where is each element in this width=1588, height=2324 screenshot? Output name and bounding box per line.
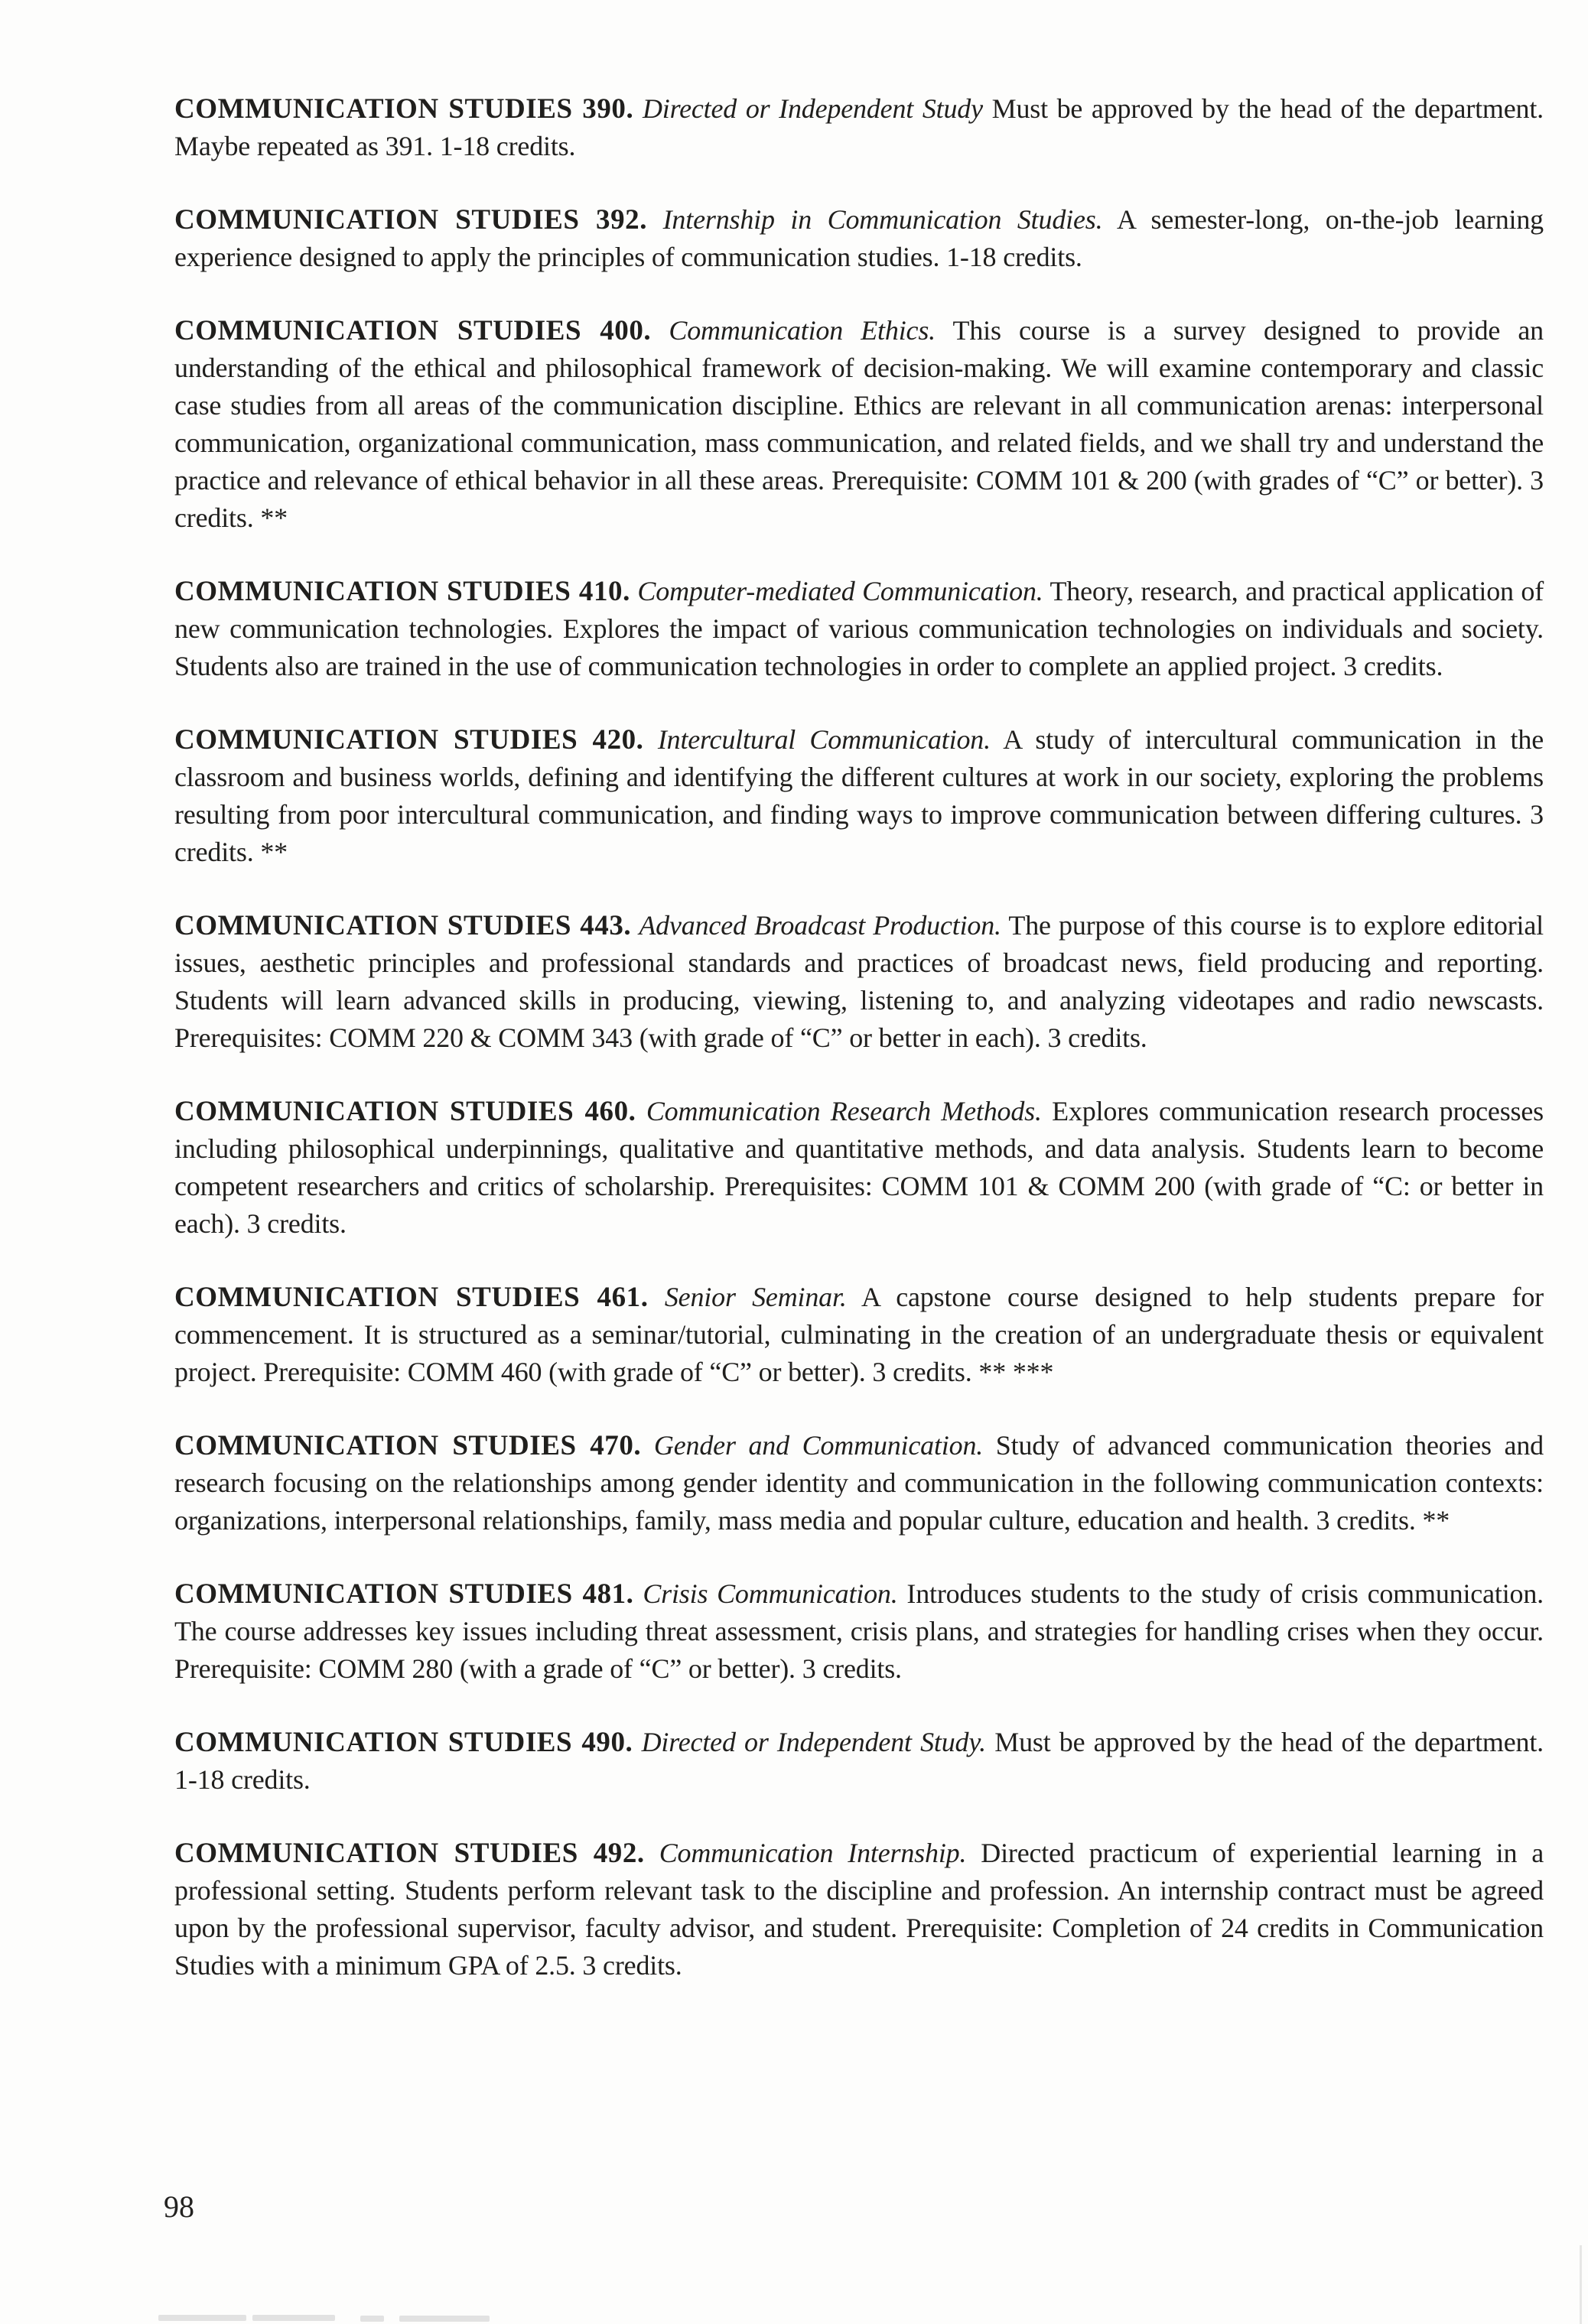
course-title: Senior Seminar. [664, 1282, 847, 1312]
course-heading: COMMUNICATION STUDIES 460. [174, 1096, 636, 1127]
course-description: Theory, research, and practical application of new communication technologies. Explores the impact of various communication technologies on individuals and society. Students also are trained in the use of communication technologies in order to complete an applied project. 3 credits. [174, 576, 1544, 681]
course-entry-392 [174, 201, 1544, 276]
course-entry-410 [174, 573, 1544, 685]
scan-artifact [399, 2316, 490, 2322]
course-entry-390 [174, 90, 1544, 165]
course-description: Study of advanced communication theories and research focusing on the relationships among gender identity and communication in the following communication contexts: organizations, interpersonal relationships, family, mass media and popular culture, education and health. 3 credits. ** [174, 1430, 1544, 1536]
course-title: Directed or Independent Study [642, 93, 983, 124]
course-title: Communication Research Methods. [646, 1096, 1042, 1126]
course-entry-490 [174, 1724, 1544, 1799]
page-number: 98 [164, 2189, 194, 2224]
course-description: Must be approved by the head of the department. 1-18 credits. [174, 1727, 1544, 1795]
course-description: Explores communication research processes including philosophical underpinnings, qualitative and quantitative methods, and data analysis. Students learn to become competent researchers and critics of scholarship. Prerequisites: COMM 101 & COMM 200 (with grade of “C: or better in each). 3 credits. [174, 1096, 1544, 1239]
course-description: The purpose of this course is to explore editorial issues, aesthetic principles and professional standards and practices of broadcast news, field producing and reporting. Students will learn advanced skills in producing, viewing, listening to, and analyzing videotapes and radio newscasts. Prerequisites: COMM 220 & COMM 343 (with grade of “C” or better in each). 3 credits. [174, 910, 1544, 1053]
course-entry-470 [174, 1427, 1544, 1539]
scan-edge-artifact [1580, 2245, 1582, 2324]
course-heading: COMMUNICATION STUDIES 443. [174, 910, 632, 941]
course-entry-420 [174, 721, 1544, 871]
course-description: Introduces students to the study of crisis communication. The course addresses key issues including threat assessment, crisis plans, and strategies for handling crises when they occur. Prerequisite: COMM 280 (with a grade of “C” or better). 3 credits. [174, 1578, 1544, 1684]
course-description: Directed practicum of experiential learning in a professional setting. Students perform relevant task to the discipline and profession. An internship contract must be agreed upon by the professional supervisor, faculty advisor, and student. Prerequisite: Completion of 24 credits in Communication Studies with a minimum GPA of 2.5. 3 credits. [174, 1838, 1544, 1981]
course-entry-461 [174, 1279, 1544, 1391]
course-entry-492 [174, 1835, 1544, 1984]
course-entry-443 [174, 907, 1544, 1057]
course-description: A study of intercultural communication in the classroom and business worlds, defining and identifying the different cultures at work in our society, exploring the problems resulting from poor intercultural communication, and finding ways to improve communication between differing cultures. 3 credits. ** [174, 724, 1544, 867]
course-title: Directed or Independent Study. [641, 1727, 987, 1757]
course-title: Communication Ethics. [669, 315, 936, 346]
course-entry-400 [174, 312, 1544, 537]
course-heading: COMMUNICATION STUDIES 390. [174, 93, 634, 125]
course-entry-481 [174, 1575, 1544, 1688]
scan-artifact [252, 2315, 335, 2321]
course-listing [174, 90, 1544, 2020]
course-title: Computer-mediated Communication. [637, 576, 1043, 606]
course-heading: COMMUNICATION STUDIES 492. [174, 1838, 645, 1869]
course-heading: COMMUNICATION STUDIES 481. [174, 1578, 634, 1610]
scan-artifact [158, 2315, 246, 2321]
course-heading: COMMUNICATION STUDIES 470. [174, 1430, 642, 1461]
course-title: Gender and Communication. [653, 1430, 984, 1461]
course-title: Advanced Broadcast Production. [639, 910, 1001, 941]
course-description: A semester-long, on-the-job learning experience designed to apply the principles of communication studies. 1-18 credits. [174, 204, 1544, 272]
course-entry-460 [174, 1093, 1544, 1243]
course-title: Internship in Communication Studies. [662, 204, 1103, 235]
course-heading: COMMUNICATION STUDIES 490. [174, 1727, 633, 1758]
course-title: Intercultural Communication. [657, 724, 991, 755]
course-heading: COMMUNICATION STUDIES 461. [174, 1282, 649, 1313]
scan-artifact [360, 2316, 384, 2322]
course-title: Crisis Communication. [643, 1578, 898, 1609]
course-title: Communication Internship. [659, 1838, 967, 1868]
course-heading: COMMUNICATION STUDIES 420. [174, 724, 644, 756]
course-description: A capstone course designed to help students prepare for commencement. It is structured as a seminar/tutorial, culminating in the creation of an undergraduate thesis or equivalent project. Prerequisite: COMM 460 (with grade of “C” or better). 3 credits. ** *** [174, 1282, 1544, 1387]
course-description: Must be approved by the head of the department. Maybe repeated as 391. 1-18 credits. [174, 93, 1544, 161]
course-heading: COMMUNICATION STUDIES 400. [174, 315, 652, 346]
course-heading: COMMUNICATION STUDIES 410. [174, 576, 630, 607]
course-heading: COMMUNICATION STUDIES 392. [174, 204, 648, 236]
course-description: This course is a survey designed to provide an understanding of the ethical and philosophical framework of decision-making. We will examine contemporary and classic case studies from all areas of the communication discipline. Ethics are relevant in all communication arenas: interpersonal communication, organizational communication, mass communication, and related fields, and we shall try and understand the practice and relevance of ethical behavior in all these areas. Prerequisite: COMM 101 & 200 (with grades of “C” or better). 3 credits. ** [174, 315, 1544, 533]
